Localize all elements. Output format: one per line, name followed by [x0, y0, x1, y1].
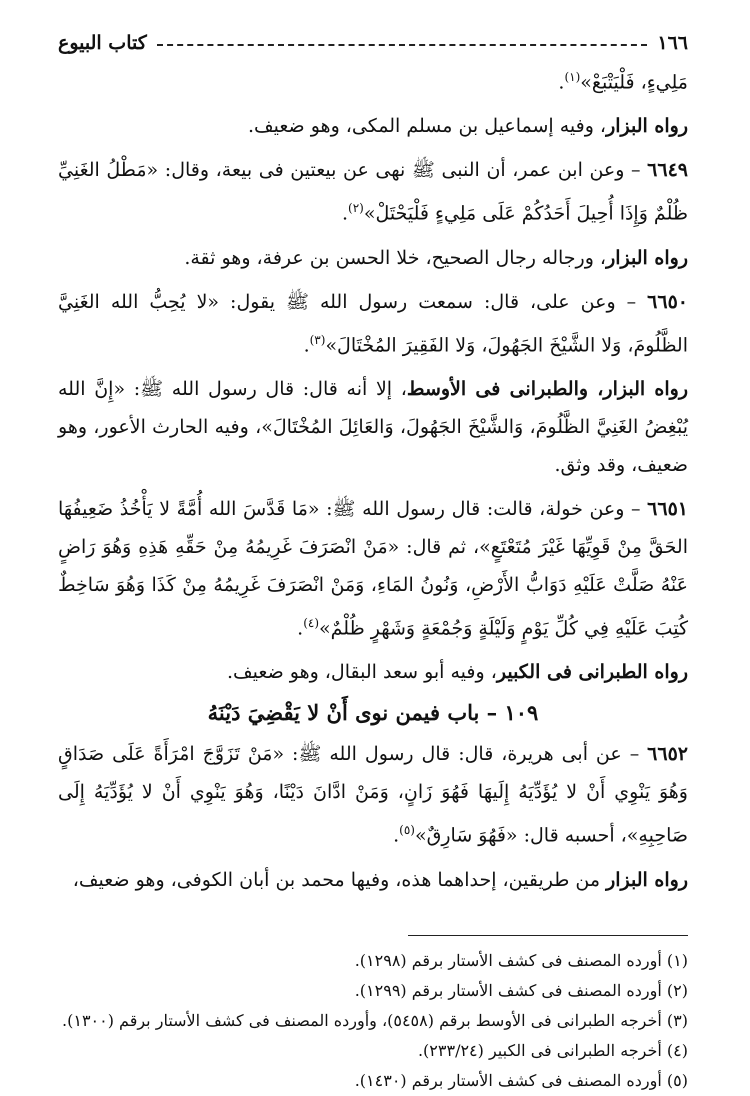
hadith-6650: ٦٦٥٠ – وعن على، قال: سمعت رسول الله ﷺ يقول: «لا يُحِبُّ الله الغَنِيَّ الظَّلُومَ، وَلا الشَّيْخَ الجَهُولَ، وَلا الفَقِيرَ المُخْتَالَ»$^{(٣)}$. — [58, 290, 688, 356]
narration-note — [58, 861, 688, 899]
hadith-number: ٦٦٤٩ — [647, 159, 688, 182]
hadith-number: ٦٦٥٠ — [647, 290, 688, 313]
footnote-ref: (٢) — [348, 201, 364, 216]
hadith-text: – وعن على، قال: سمعت رسول الله ﷺ يقول: «لا يُحِبُّ الله الغَنِيَّ الظَّلُومَ، وَلا الشَّيْخَ الجَهُولَ، وَلا الفَقِيرَ المُخْتَالَ» — [58, 290, 688, 356]
footnote: (٤) أخرجه الطبرانى فى الكبير (٢٣٣/٢٤). — [417, 1040, 688, 1060]
hadith-text: – عن أبى هريرة، قال: قال رسول الله ﷺ: «مَنْ تَزَوَّجَ امْرَأَةً عَلَى صَدَاقٍ وَهُوَ يَنْوِي أَنْ لا يُؤَدِّيَهُ إِلَيهَا فَهُوَ زَانٍ، وَمَنْ ادَّانَ دَيْنًا، وَهُوَ يَنْوِي أَنْ لا يُؤَدِّيَهُ إِلَى صَاحِبِهِ»، أحسبه قال: «فَهُوَ سَارِقٌ» — [58, 743, 688, 847]
narration-comment: ، ورجاله رجال الصحيح، خلا الحسن بن عرفة، وهو ثقة. — [184, 246, 607, 269]
narration-note — [58, 653, 688, 691]
footnote: (٢) أورده المصنف فى كشف الأستار برقم (١٢٩٩). — [354, 980, 688, 1000]
narration-comment: ، إلا أنه قال: قال رسول الله ﷺ: «إِنَّ الله يُبْغِضُ الغَنِيَّ الظَّلُومَ، وَالشَّيْخَ الجَهُولَ، وَالعَائِلَ المُخْتَالَ»، وفيه الحارث الأعور، وهو ضعيف، وقد وثق. — [58, 377, 688, 476]
footnotes — [58, 946, 688, 1096]
narrator-source: رواه البزار — [606, 115, 688, 138]
footnote-ref: (٣) — [309, 332, 326, 347]
footnote: (٣) أخرجه الطبرانى فى الأوسط برقم (٥٤٥٨)، وأورده المصنف فى كشف الأستار برقم (١٣٠٠). — [62, 1010, 688, 1030]
footnote-ref: (٥) — [399, 823, 415, 838]
narration-note — [58, 370, 688, 484]
footnote-separator — [408, 935, 688, 936]
narration-note — [58, 107, 688, 145]
chapter-heading: ١٠٩ – باب فيمن نوى أَنْ لا يَقْضِيَ دَيْنَهُ — [207, 700, 539, 726]
hadith-number: ٦٦٥٢ — [647, 743, 688, 766]
hadith-6652: ٦٦٥٢ – عن أبى هريرة، قال: قال رسول الله ﷺ: «مَنْ تَزَوَّجَ امْرَأَةً عَلَى صَدَاقٍ وَهُوَ يَنْوِي أَنْ لا يُؤَدِّيَهُ إِلَيهَا فَهُوَ زَانٍ، وَمَنْ ادَّانَ دَيْنًا، وَهُوَ يَنْوِي أَنْ لا يُؤَدِّيَهُ إِلَى صَاحِبِهِ»، أحسبه قال: «فَهُوَ سَارِقٌ»$^{(٥)}$. — [58, 743, 688, 847]
narrator-source: رواه الطبرانى فى الكبير — [496, 661, 688, 684]
footnote: (٥) أورده المصنف فى كشف الأستار برقم (١٤٣٠). — [354, 1070, 688, 1090]
hadith-number: ٦٦٥١ — [647, 497, 688, 520]
narrator-source: رواه البزار — [606, 246, 688, 269]
hadith-6651: ٦٦٥١ – وعن خولة، قالت: قال رسول الله ﷺ: «مَا قَدَّسَ الله أُمَّةً لا يَأْخُذُ ضَعِيفُهَا الحَقَّ مِنْ قَوِيِّهَا غَيْرَ مُتَعْتَعٍ»، ثم قال: «مَنْ انْصَرَفَ غَرِيمُهُ مِنْ حَقِّهِ هَذِهِ وَهُوَ رَاضٍ عَنْهُ صَلَّتْ عَلَيْهِ دَوَابُّ الأَرْضِ، وَنُونُ المَاءِ، وَمَنْ انْصَرَفَ غَرِيمُهُ مِنْ كَذَا وَهُوَ سَاخِطٌ كُتِبَ عَلَيْهِ فِي كُلِّ يَوْمٍ وَلَيْلَةٍ وَجُمْعَةٍ وَشَهْرٍ ظُلْمٌ»$^{(٤)}$. — [58, 497, 688, 640]
narrator-source: رواه البزار، والطبرانى فى الأوسط — [406, 377, 689, 400]
narration-note — [58, 239, 688, 277]
footnote-ref: (٤) — [303, 615, 320, 630]
narrator-source: رواه البزار — [606, 868, 688, 891]
narration-comment: ، وفيه أبو سعد البقال، وهو ضعيف. — [226, 661, 497, 684]
hadith-text: مَلِيءٍ، فَلْيَتْبَعْ» — [580, 71, 688, 94]
hadith-text: – وعن ابن عمر، أن النبى ﷺ نهى عن بيعتين فى بيعة، وقال: «مَطْلُ الغَنِيِّ ظُلْمٌ وَإِذَا أُحِيلَ أَحَدُكُمْ عَلَى مَلِيءٍ فَلْيَحْتَلْ» — [58, 159, 688, 225]
page-header — [58, 28, 688, 58]
hadith-continuation: مَلِيءٍ، فَلْيَتْبَعْ»$^{(١)}$. — [558, 70, 688, 94]
page-number: ١٦٦ — [657, 32, 688, 54]
narration-comment: من طريقين، إحداهما هذه، وفيها محمد بن أبان الكوفى، وهو ضعيف، — [72, 868, 607, 891]
footnote: (١) أورده المصنف فى كشف الأستار برقم (١٢٩٨). — [354, 950, 688, 970]
hadith-6649: ٦٦٤٩ – وعن ابن عمر، أن النبى ﷺ نهى عن بيعتين فى بيعة، وقال: «مَطْلُ الغَنِيِّ ظُلْمٌ وَإِذَا أُحِيلَ أَحَدُكُمْ عَلَى مَلِيءٍ فَلْيَحْتَلْ»$^{(٢)}$. — [58, 159, 688, 225]
footnote-ref: (١) — [564, 70, 581, 84]
header-divider — [157, 44, 648, 46]
narration-comment: ، وفيه إسماعيل بن مسلم المكى، وهو ضعيف. — [247, 115, 607, 138]
hadith-text: – وعن خولة، قالت: قال رسول الله ﷺ: «مَا قَدَّسَ الله أُمَّةً لا يَأْخُذُ ضَعِيفُهَا الحَقَّ مِنْ قَوِيِّهَا غَيْرَ مُتَعْتَعٍ»، ثم قال: «مَنْ انْصَرَفَ غَرِيمُهُ مِنْ حَقِّهِ هَذِهِ وَهُوَ رَاضٍ عَنْهُ صَلَّتْ عَلَيْهِ دَوَابُّ الأَرْضِ، وَنُونُ المَاءِ، وَمَنْ انْصَرَفَ غَرِيمُهُ مِنْ كَذَا وَهُوَ سَاخِطٌ كُتِبَ عَلَيْهِ فِي كُلِّ يَوْمٍ وَلَيْلَةٍ وَجُمْعَةٍ وَشَهْرٍ ظُلْمٌ» — [58, 497, 688, 640]
book-title: كتاب البيوع — [58, 32, 147, 54]
